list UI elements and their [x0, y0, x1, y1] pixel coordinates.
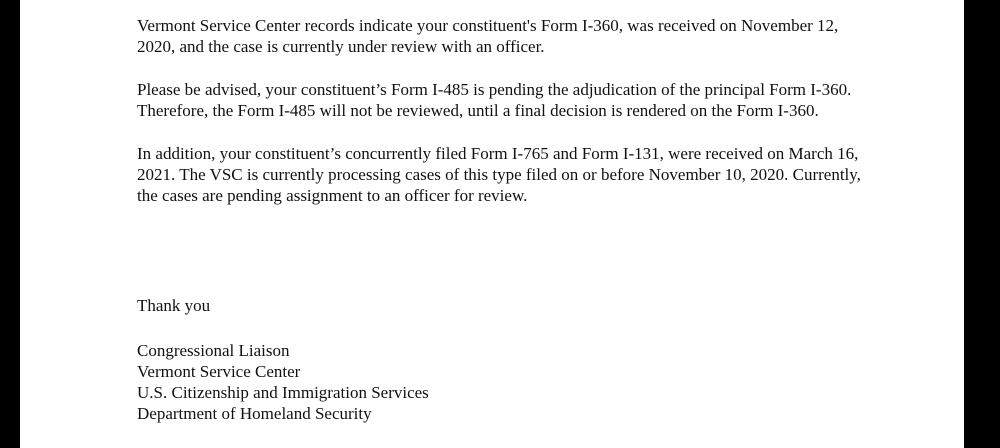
closing-line: Thank you	[137, 296, 211, 315]
signature-line-agency: U.S. Citizenship and Immigration Services	[137, 383, 429, 402]
viewer-edge	[964, 0, 1000, 448]
signature-line-department: Department of Homeland Security	[137, 404, 372, 423]
paragraph-form-i765-i131-status: In addition, your constituent’s concurrently filed Form I-765 and Form I-131, were received on March 16, 2021. The VSC is currently processing cases of this type filed on or before November 10, 2020. Currently, the cases are pending assignment to an officer for review.	[137, 144, 861, 205]
paragraph-form-i485-status: Please be advised, your constituent’s Form I-485 is pending the adjudication of the principal Form I-360. Therefore, the Form I-485 will not be reviewed, until a final decision is rendered on the Form I-360.	[137, 80, 852, 120]
signature-line-office: Vermont Service Center	[137, 362, 301, 381]
letter-page	[20, 0, 964, 448]
signature-line-title: Congressional Liaison	[137, 341, 290, 360]
signature-block	[137, 340, 429, 424]
letter-body	[137, 15, 897, 423]
paragraph-form-i360-status: Vermont Service Center records indicate your constituent's Form I-360, was received on November 12, 2020, and the case is currently under review with an officer.	[137, 16, 839, 56]
